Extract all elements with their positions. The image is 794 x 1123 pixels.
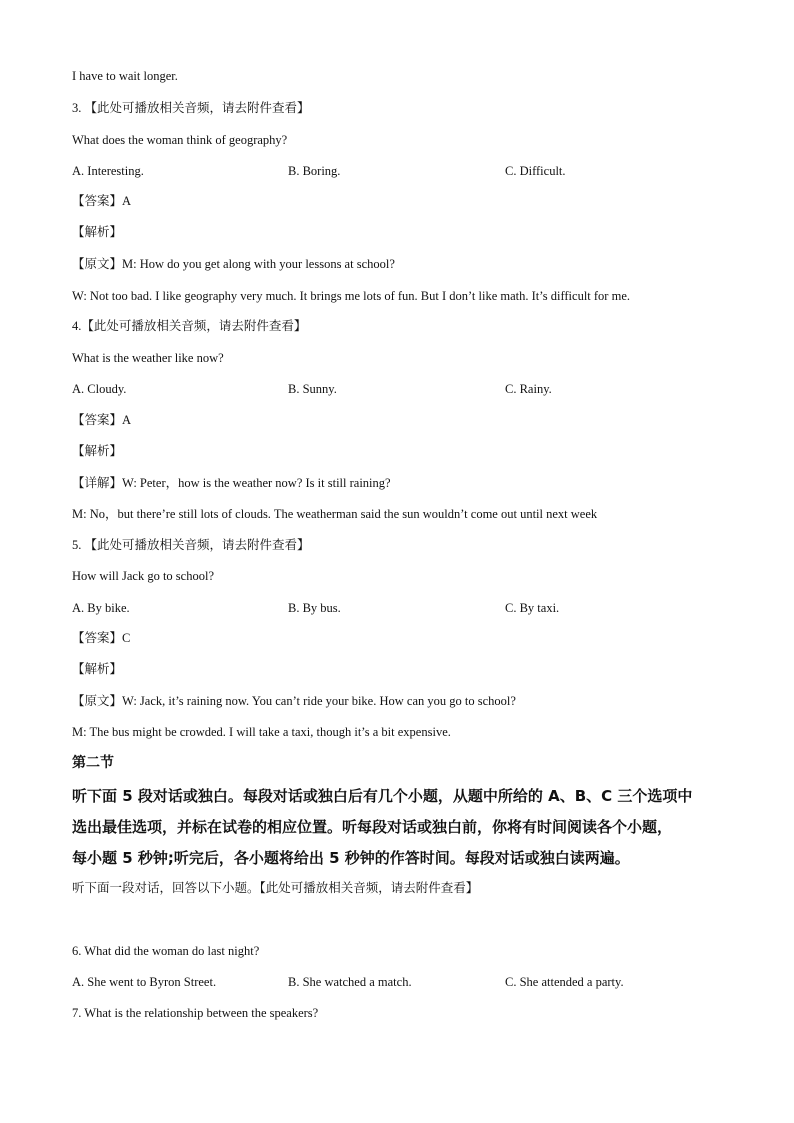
question-4-answer: 【答案】A: [72, 413, 132, 427]
option-a: A. By bike.: [72, 601, 130, 615]
question-4-detail: 【详解】W: Peter，how is the weather now? Is it still raining?: [72, 476, 391, 490]
question-6-options: [72, 974, 624, 990]
question-4-dialog-m: M: No，but there’re still lots of clouds. The weatherman said the sun wouldn’t come out until next week: [72, 507, 598, 521]
question-3-options: [72, 163, 566, 179]
question-3-answer: 【答案】A: [72, 194, 132, 208]
question-3-header: 3. 【此处可播放相关音频，请去附件查看】: [72, 101, 310, 115]
option-a: A. She went to Byron Street.: [72, 975, 217, 989]
question-3-analysis: 【解析】: [72, 225, 123, 239]
question-3-text: What does the woman think of geography?: [72, 133, 288, 147]
question-5-original: 【原文】W: Jack, it’s raining now. You can’t ride your bike. How can you go to school?: [72, 694, 516, 708]
question-5-answer: 【答案】C: [72, 631, 131, 645]
section-title: 第二节: [72, 755, 114, 771]
question-5-dialog-m: M: The bus might be crowded. I will take a taxi, though it’s a bit expensive.: [72, 725, 451, 739]
question-4-options: [72, 381, 552, 397]
question-4-text: What is the weather like now?: [72, 351, 224, 365]
option-b: B. Boring.: [288, 164, 341, 178]
option-c: C. By taxi.: [505, 601, 560, 615]
question-4-analysis: 【解析】: [72, 444, 123, 458]
question-5-header: 5. 【此处可播放相关音频，请去附件查看】: [72, 538, 310, 552]
question-5-text: How will Jack go to school?: [72, 569, 214, 583]
option-b: B. She watched a match.: [288, 975, 412, 989]
question-6-text: 6. What did the woman do last night?: [72, 944, 260, 958]
question-5-analysis: 【解析】: [72, 662, 123, 676]
option-b: B. By bus.: [288, 601, 341, 615]
question-4-header: 4.【此处可播放相关音频，请去附件查看】: [72, 319, 307, 333]
option-b: B. Sunny.: [288, 382, 337, 396]
option-c: C. She attended a party.: [505, 975, 624, 989]
section-instructions-line-2: 选出最佳选项，并标在试卷的相应位置。听每段对话或独白前，你将有时间阅读各个小题，: [72, 818, 673, 836]
section-instructions-line-3: 每小题 5 秒钟;听完后，各小题将给出 5 秒钟的作答时间。每段对话或独白读两遍。: [72, 849, 630, 867]
question-5-options: [72, 600, 559, 616]
option-c: C. Rainy.: [505, 382, 552, 396]
option-c: C. Difficult.: [505, 164, 566, 178]
section-instructions-line-1: 听下面 5 段对话或独白。每段对话或独白后有几个小题，从题中所给的 A、B、C 三个选项中: [72, 787, 693, 805]
question-3-original: 【原文】M: How do you get along with your lessons at school?: [72, 257, 395, 271]
option-a: A. Interesting.: [72, 164, 144, 178]
text-line: I have to wait longer.: [72, 69, 178, 83]
dialog-intro: 听下面一段对话，回答以下小题。【此处可播放相关音频，请去附件查看】: [72, 881, 479, 895]
option-a: A. Cloudy.: [72, 382, 127, 396]
question-3-dialog-w: W: Not too bad. I like geography very much. It brings me lots of fun. But I don’t like math. It’s difficult for me.: [72, 289, 630, 303]
question-7-text: 7. What is the relationship between the speakers?: [72, 1006, 319, 1020]
